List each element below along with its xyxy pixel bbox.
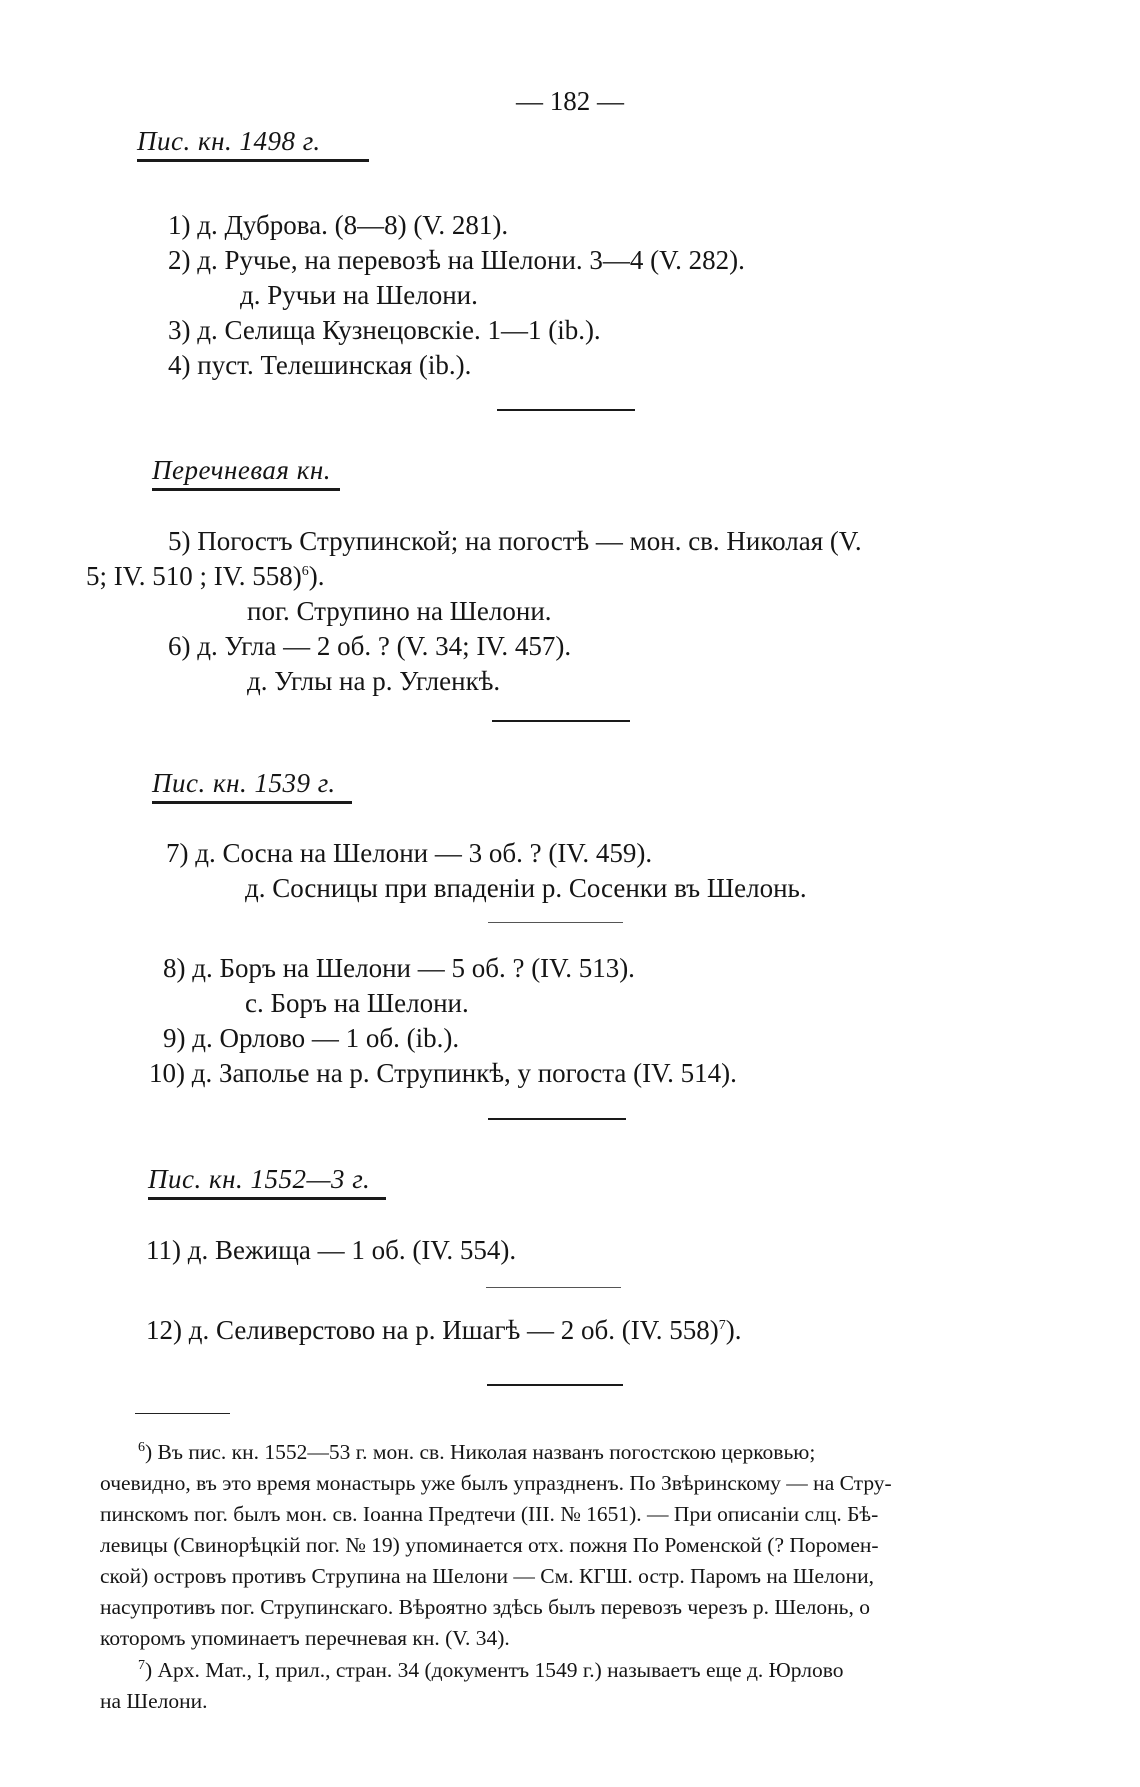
page-number: — 182 — — [516, 86, 624, 116]
footnote-mark: 7 — [718, 1318, 726, 1333]
list-item: 1) д. Дуброва. (8—8) (V. 281). — [168, 210, 509, 240]
footnote-line: насупротивъ пог. Струпинскаго. Вѣроятно здѣсь былъ перевозъ черезъ р. Шелонь, о — [100, 1595, 870, 1619]
section-divider — [497, 409, 635, 411]
footnote-line: на Шелони. — [100, 1689, 208, 1713]
section-heading: Пис. кн. 1498 г. — [137, 126, 321, 156]
list-item: д. Сосницы при впаденіи р. Сосенки въ Шелонь. — [245, 873, 807, 903]
section-divider — [492, 720, 630, 722]
section-divider — [488, 1118, 626, 1120]
list-item: 4) пуст. Телешинская (ib.). — [168, 350, 472, 380]
heading-underline — [152, 488, 340, 491]
footnote-line: очевидно, въ это время монастырь уже былъ упраздненъ. По Звѣринскому — на Стру- — [100, 1471, 892, 1495]
heading-underline — [148, 1197, 386, 1200]
list-item: 2) д. Ручье, на перевозѣ на Шелони. 3—4 (V. 282). — [168, 245, 745, 275]
list-item: д. Ручьи на Шелони. — [240, 280, 478, 310]
footnote-line: $^6$) Въ пис. кн. 1552—53 г. мон. св. Николая названъ погостскою церковью; — [138, 1439, 816, 1464]
list-item: 12) д. Селиверстово на р. Ишагѣ — 2 об. (IV. 558)$^7$). — [146, 1315, 742, 1345]
footnote-mark: 6 — [301, 564, 309, 579]
list-item: 9) д. Орлово — 1 об. (ib.). — [163, 1023, 460, 1053]
section-heading: Перечневая кн. — [152, 455, 331, 485]
heading-underline — [137, 159, 369, 162]
list-item: 6) д. Угла — 2 об. ? (V. 34; IV. 457). — [168, 631, 572, 661]
section-heading: Пис. кн. 1539 г. — [152, 768, 336, 798]
entry-divider — [488, 922, 623, 923]
list-item: 10) д. Заполье на р. Струпинкѣ, у погоста (IV. 514). — [149, 1058, 737, 1088]
list-item: 5; IV. 510 ; IV. 558)$^6$). — [86, 561, 325, 591]
footnote-line: которомъ упоминаетъ перечневая кн. (V. 34). — [100, 1626, 510, 1650]
list-item: 5) Погостъ Струпинской; на погостѣ — мон. св. Николая (V. — [168, 526, 862, 556]
list-item: 3) д. Селища Кузнецовскіе. 1—1 (ib.). — [168, 315, 601, 345]
list-item: 7) д. Сосна на Шелони — 3 об. ? (IV. 459). — [166, 838, 653, 868]
list-item: 8) д. Боръ на Шелони — 5 об. ? (IV. 513). — [163, 953, 635, 983]
footnote-line: ской) островъ противъ Струпина на Шелони — См. КГШ. остр. Паромъ на Шелони, — [100, 1564, 874, 1588]
heading-underline — [152, 801, 352, 804]
section-divider — [487, 1384, 623, 1386]
list-item: с. Боръ на Шелони. — [245, 988, 469, 1018]
list-item: пог. Струпино на Шелони. — [247, 596, 552, 626]
footnote-line: пинскомъ пог. былъ мон. св. Іоанна Предтечи (III. № 1651). — При описаніи слц. Бѣ- — [100, 1502, 879, 1526]
footnote-line: $^7$) Арх. Мат., I, прил., стран. 34 (документъ 1549 г.) называетъ еще д. Юрлово — [138, 1657, 844, 1682]
footnote-rule — [135, 1413, 230, 1414]
entry-divider — [486, 1287, 621, 1288]
footnote-line: левицы (Свинорѣцкій пог. № 19) упоминается отх. пожня По Роменской (? Поромен- — [100, 1533, 879, 1557]
list-item: д. Углы на р. Угленкѣ. — [247, 666, 501, 696]
section-heading: Пис. кн. 1552—3 г. — [148, 1164, 371, 1194]
list-item: 11) д. Вежища — 1 об. (IV. 554). — [146, 1235, 517, 1265]
